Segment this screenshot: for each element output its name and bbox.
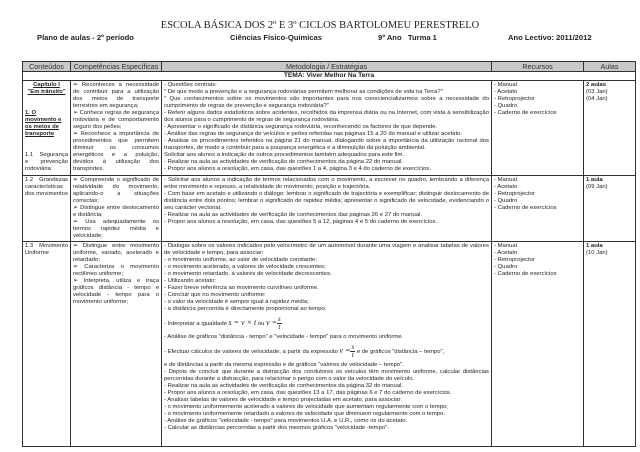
lesson-count: 1 aula — [586, 243, 603, 249]
formula-line — [164, 316, 489, 331]
lesson-count: 2 aulas — [586, 82, 606, 88]
resource-item: - Retroprojector — [494, 96, 535, 102]
lesson-date: (03 Jan) — [586, 89, 608, 95]
formula-lhs: v = — [266, 318, 277, 328]
chapter-label: Capítulo I — [33, 82, 60, 88]
formula-lhs: v = — [339, 346, 351, 356]
strategy-line: - Fazer breve referência ao movimento curvilíneo uniforme. — [164, 285, 319, 291]
recursos-cell — [492, 242, 584, 447]
strategy-line: - Depois de concluir que durante a distracção dos condutores os veículos têm movimento uniforme, calcular distâncias percorridas durante a distracção, para relacionar o perigo com o valor da velocidade do veículo. — [164, 369, 489, 382]
strategy-line: e de distâncias a partir da mesma expressão e de gráficos "valores de velocidade – tempo". — [164, 362, 404, 368]
fraction — [277, 316, 282, 331]
strategy-line: - Realizar na aula as actividades de verificação de conhecimentos da página 22 do manual. — [164, 159, 404, 165]
lesson-date: (04 Jan) — [586, 96, 608, 102]
resource-item: - Manual — [494, 82, 517, 88]
strategy-line: - Solicitar aos alunos a indicação de termos relacionados com o movimento, a escrever no quadro, lembrando a diferença entre movimento e repouso, a relatividade do movimento, posição e trajectória. — [164, 177, 489, 190]
col-recursos: Recursos — [492, 62, 584, 72]
competencias-cell — [71, 81, 162, 176]
fraction — [350, 344, 355, 359]
recursos-cell — [492, 176, 584, 242]
subject: Ciências Físico-Químicas — [230, 33, 323, 42]
table-row — [23, 242, 636, 447]
strategy-line: - Concluir que no movimento uniforme: — [164, 292, 266, 298]
strategy-line: - Propor aos alunos a resolução, em casa, das questões 1 a 4, página 3 e 4 do caderno de exercícios. — [164, 166, 431, 172]
strategy-line: - o valor da velocidade é sempre igual à rapidez média; — [164, 299, 309, 305]
col-metodologia: Metodologia / Estratégias — [162, 62, 492, 72]
strategy-line: - Analisar os procedimentos referidos na página 21 do manual, dialogando sobre a importância da utilização racional dos transportes, de modo a contribuir para a poupança energética e a diminuição da poluição ambiental. — [164, 138, 489, 151]
competencia-item: ➢ Usa adequadamente os termos rapidez média e velocidade; — [73, 219, 159, 239]
col-aulas: Aulas — [584, 62, 636, 72]
competencia-item: ➢ Interpreta, utiliza e traça gráficos distância - tempo e velocidade - tempo para o movimento uniforme; — [73, 278, 159, 305]
resource-item: - Retroprojector — [494, 257, 535, 263]
strategy-line: - o movimento acelerado, a valores de velocidade crescentes; — [164, 264, 326, 270]
col-conteudos: Conteúdos — [23, 62, 71, 72]
formula-line — [164, 344, 489, 359]
strategy-line: - o movimento uniforme, ao valor de velocidade constante; — [164, 257, 317, 263]
numerator: s — [278, 315, 281, 323]
numerator: s — [351, 343, 355, 351]
aulas-cell — [584, 176, 636, 242]
lesson-plan-table — [22, 61, 636, 447]
subsection-title: 1.1 Segurança e prevenção rodoviária — [25, 152, 68, 172]
metodologia-cell — [162, 242, 492, 447]
denominator: t — [351, 351, 354, 359]
strategy-line: - Propor aos alunos a resolução, em casa, das questões 13 a 17, das páginas 6 e 7 do caderno de exercícios. — [164, 390, 452, 396]
resource-item: - Acetato — [494, 250, 518, 256]
formula-or: ou — [257, 321, 265, 328]
strategy-line: - Análise das regras de segurança de veículos e peões referidas nas páginas 15 a 20 do manual e utilizar acetato. — [164, 131, 462, 137]
conteudos-cell — [23, 81, 71, 176]
resource-item: - Caderno de exercícios — [494, 205, 557, 211]
resource-item: - Caderno de exercícios — [494, 271, 557, 277]
school-year: Ano Lectivo: 2011/2012 — [508, 33, 592, 42]
aulas-cell — [584, 242, 636, 447]
strategy-line: - Calcular as distâncias percorridas a partir dos mesmos gráficos "velocidade -tempo". — [164, 425, 389, 431]
metodologia-cell — [162, 176, 492, 242]
strategy-line: - Propor aos alunos a resolução, em casa, das questões 5 a 12, páginas 4 e 5 do caderno de exercícios. — [164, 219, 438, 225]
lesson-date: (10 Jan) — [586, 250, 608, 256]
competencia-item: ➢ Caracteriza o movimento rectilíneo uniforme; — [73, 264, 159, 277]
lesson-date: (09 Jan) — [586, 184, 608, 190]
table-row — [23, 176, 636, 242]
metodologia-cell — [162, 81, 492, 176]
recursos-cell — [492, 81, 584, 176]
col-competencias: Competências Específicas — [71, 62, 162, 72]
resource-item: - Manual — [494, 177, 517, 183]
year-class: 9º Ano Turma 1 — [378, 33, 437, 42]
school-name: ESCOLA BÁSICA DOS 2º E 3º CICLOS BARTOLOMEU PERESTRELO — [160, 20, 480, 31]
competencia-item: ➢ Compreende o significado de relatividade do movimento, aplicando-o a situações correctas; — [73, 177, 159, 204]
competencias-cell — [71, 242, 162, 447]
denominator: t — [278, 323, 281, 331]
strategy-line: " Que conhecimentos sobre os movimentos são importantes para nos consciencializarmos sobre a necessidade do cumprimento de regras de prevenção e segurança rodoviária?" — [164, 96, 489, 109]
strategy-line: - Apresentar o significado de distância segurança rodoviária, reconhecendo os factores de que depende. — [164, 124, 438, 130]
strategy-line: - Análise de gráficos "distância - tempo" e "velocidade - tempo" para o movimento uniforme. — [164, 334, 404, 340]
plan-period: Plano de aulas - 2º período — [37, 33, 134, 42]
resource-item: - Quadro — [494, 198, 518, 204]
section-title: 1. O movimento e os meios de transporte — [25, 110, 62, 137]
strategy-line: - o movimento uniformemente retardado a valores de velocidade que diminuem regularmente com o tempo. — [164, 411, 445, 417]
aulas-cell — [584, 81, 636, 176]
strategy-line: - Realizar na aula as actividades de verificação de conhecimentos da página 32 do manual. — [164, 383, 404, 389]
strategy-line: - Dialogar sobre os valores indicados pelo velocímetro de um automóvel durante uma viagem e analisar tabelas de valores de velocidade e tempo, para associar: — [164, 243, 489, 256]
strategy-line: - Analisar tabelas de valores de velocidade e tempo projectadas em acetato, para associar: — [164, 397, 403, 403]
strategy-line: - Realizar na aula as actividades de verificação de conhecimentos das páginas 26 e 27 do manual. — [164, 212, 423, 218]
strategy-line: - a distância percorrida é directamente proporcional ao tempo. — [164, 306, 327, 312]
lesson-count: 1 aula — [586, 177, 603, 183]
column-headers — [23, 62, 636, 72]
strategy-line: - o movimento uniformemente acelerado a valores de velocidade que aumentam regularmente com o tempo; — [164, 404, 448, 410]
tema-row: TEMA: Viver Melhor Na Terra — [23, 72, 636, 81]
strategy-line: Solicitar aos alunos a indicação de outros procedimentos também adequados para este fim. — [164, 152, 405, 158]
chapter-title: "Em trânsito" — [27, 89, 66, 95]
strategy-line: - Questões centrais: — [164, 82, 217, 88]
strategy-line: - Com base em acetato e utilizando o diálogo: lembrar o significado de trajectória e exemplificar; distinguir deslocamento de distância entre dois pontos; lembrar o significado de rapidez média; apresentar o significado de velocidade, evidenciando o seu carácter vectorial. — [164, 191, 489, 211]
resource-item: - Quadro — [494, 103, 518, 109]
formula-suffix: e de gráficos "distância – tempo", — [356, 349, 445, 356]
strategy-line: - Utilizando acetato: — [164, 278, 217, 284]
resource-item: - Retroprojector — [494, 191, 535, 197]
resource-item: - Manual — [494, 243, 517, 249]
strategy-line: - Análise de gráficos "velocidade - tempo" para movimentos U.A. e U.R., como os do acetato. — [164, 418, 408, 424]
competencias-cell — [71, 176, 162, 242]
resource-item: - Caderno de exercícios — [494, 110, 557, 116]
competencia-item: ➢ Distingue entre deslocamento e distância; — [73, 205, 159, 218]
formula-prefix: - Efectuar cálculos de valores de velocidade, a partir da expressão — [164, 349, 338, 356]
conteudos-cell — [23, 242, 71, 447]
formula-expression: s = v × t — [228, 318, 257, 328]
subsection-title: 1.2 Grandezas características dos movimentos — [25, 177, 68, 197]
conteudos-cell — [23, 176, 71, 242]
formula-prefix: - Interpretar a igualdade — [164, 321, 227, 328]
strategy-line: - Referir alguns dados estatísticos sobre acidentes, recolhidos da imprensa diária ou na Internet, com vista à sensibilização dos alunos para o cumprimento de regras de segurança rodoviária. — [164, 110, 489, 123]
competencia-item: ➢ Reconheces a necessidade de contribuir para a utilização dos meios de transporte terrestres em segurança; — [73, 82, 159, 109]
competencia-item: ➢ Reconhece a importância de procedimentos que permitem diminuir os consumos energéticos e a poluição, devidos à utilização dos transportes. — [73, 131, 159, 172]
table-row — [23, 81, 636, 176]
subsection-title: 1.3 Movimento Uniforme — [25, 243, 68, 256]
strategy-line: " De que modo a prevenção e a segurança rodoviárias permitem melhorar as condições de vida na Terra?" — [164, 89, 443, 95]
resource-item: - Acetato — [494, 184, 518, 190]
strategy-line: - o movimento retardado, a valores de velocidade decrescentes. — [164, 271, 332, 277]
competencia-item: ➢ Distingue entre movimento uniforme, variado, acelerado e retardado; — [73, 243, 159, 263]
competencia-item: ➢ Conhece regras de segurança rodoviária e de comportamento seguro dos peões; — [73, 110, 159, 130]
resource-item: - Acetato — [494, 89, 518, 95]
resource-item: - Quadro — [494, 264, 518, 270]
